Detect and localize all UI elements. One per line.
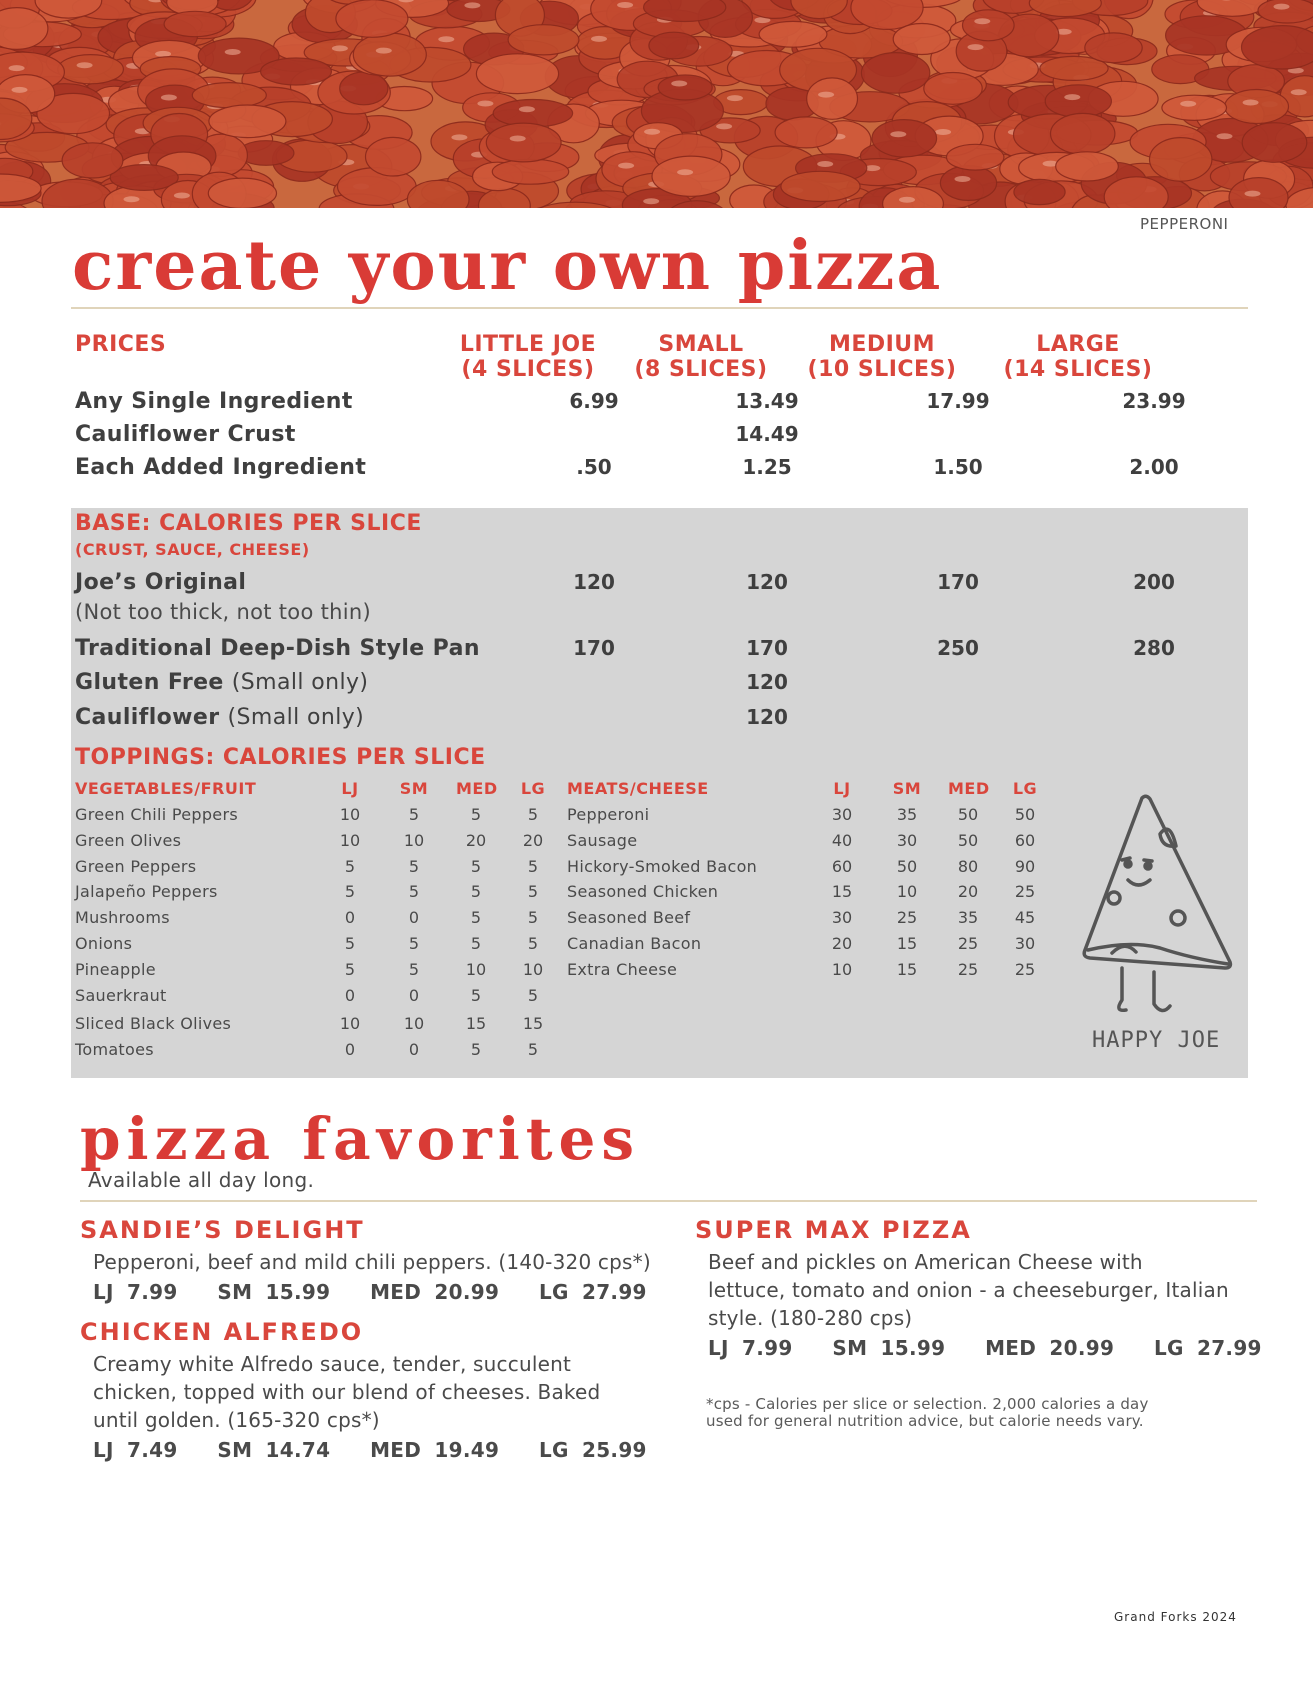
base-crust-description: (Not too thick, not too thin): [75, 600, 371, 624]
price-row-label: Cauliflower Crust: [75, 422, 296, 447]
meat-calories: 50: [957, 831, 979, 850]
favorite-pizza: [695, 1216, 1295, 1360]
base-crust-note: (Small only): [231, 670, 369, 695]
size-name: MEDIUM: [828, 332, 936, 357]
meat-calories: 25: [957, 960, 979, 979]
size-slices: (4 SLICES): [461, 357, 595, 382]
description-line: Pepperoni, beef and mild chili peppers. (140-320 cps*): [93, 1250, 651, 1274]
base-row-label: [75, 570, 246, 595]
meat-calories: 10: [896, 882, 918, 901]
meat-name: Canadian Bacon: [567, 934, 702, 953]
vegetable-calories: 5: [527, 934, 539, 953]
vegetable-calories: 5: [527, 882, 539, 901]
price-value: 6.99: [569, 389, 619, 413]
meat-calories: 45: [1014, 908, 1036, 927]
meat-calories: 80: [957, 857, 979, 876]
vegetable-calories: 5: [527, 908, 539, 927]
meat-calories: 40: [831, 831, 853, 850]
meat-calories: 50: [957, 805, 979, 824]
vegetable-calories: 0: [344, 1040, 356, 1059]
title-divider: [71, 307, 1248, 309]
vegetable-calories: 5: [470, 882, 482, 901]
meat-calories: 30: [1014, 934, 1036, 953]
meat-calories: 35: [957, 908, 979, 927]
base-crust-name: Joe’s Original: [75, 570, 247, 595]
vegetable-calories: 5: [344, 934, 356, 953]
price-value: 23.99: [1122, 389, 1186, 413]
vegetable-name: Green Olives: [75, 831, 182, 850]
meat-calories: 30: [896, 831, 918, 850]
base-calorie-value: 120: [746, 570, 788, 594]
vegetable-calories: 0: [408, 1040, 420, 1059]
vegetable-name: Pineapple: [75, 960, 156, 979]
footer-location-year: Grand Forks 2024: [1114, 1610, 1237, 1624]
vegetable-name: Jalapeño Peppers: [75, 882, 218, 901]
description-line: style. (180-280 cps): [708, 1306, 913, 1330]
favorite-pizza-description: [80, 1248, 680, 1276]
vegetable-calories: 20: [465, 831, 487, 850]
vegetable-calories: 5: [408, 934, 420, 953]
size-slices: (14 SLICES): [1003, 357, 1153, 382]
vegetable-name: Green Chili Peppers: [75, 805, 238, 824]
size-name: SMALL: [658, 332, 744, 357]
vegetable-name: Sauerkraut: [75, 986, 167, 1005]
pepperoni-illustration: [0, 0, 1313, 208]
meat-calories: 25: [957, 934, 979, 953]
description-line: chicken, topped with our blend of cheeses. Baked: [93, 1380, 601, 1404]
base-calorie-value: 170: [746, 636, 788, 660]
pizza-favorites-title: pizza favorites: [80, 1105, 641, 1173]
vegetable-calories: 5: [470, 908, 482, 927]
base-crust-name: Cauliflower: [75, 705, 220, 730]
vegetable-name: Mushrooms: [75, 908, 170, 927]
vegetable-calories: 5: [408, 805, 420, 824]
veg-col-header: LG: [520, 779, 546, 798]
vegetable-name: Tomatoes: [75, 1040, 154, 1059]
vegetable-calories: 10: [403, 1014, 425, 1033]
size-name: LARGE: [1036, 332, 1120, 357]
vegetable-calories: 0: [344, 986, 356, 1005]
vegetable-calories: 5: [470, 857, 482, 876]
toppings-header: TOPPINGS: CALORIES PER SLICE: [75, 745, 486, 770]
vegetable-calories: 5: [470, 986, 482, 1005]
vegetable-name: Green Peppers: [75, 857, 197, 876]
meat-col-header: LJ: [833, 779, 851, 798]
size-header-0: [438, 332, 618, 382]
vegetable-calories: 10: [522, 960, 544, 979]
meat-calories: 30: [831, 908, 853, 927]
meat-col-header: LG: [1012, 779, 1038, 798]
vegetable-calories: 5: [470, 934, 482, 953]
meat-calories: 25: [896, 908, 918, 927]
favorite-pizza-name: SANDIE’S DELIGHT: [80, 1216, 365, 1244]
meat-calories: 30: [831, 805, 853, 824]
vegetable-calories: 15: [522, 1014, 544, 1033]
vegetables-header: VEGETABLES/FRUIT: [75, 779, 257, 798]
favorites-subtitle: Available all day long.: [88, 1168, 315, 1192]
veg-col-header: MED: [456, 779, 498, 798]
meat-calories: 15: [896, 934, 918, 953]
price-value: 1.25: [742, 455, 792, 479]
size-header-2: [792, 332, 972, 382]
base-calorie-value: 280: [1133, 636, 1175, 660]
hero-caption: PEPPERONI: [1140, 215, 1229, 233]
meat-calories: 35: [896, 805, 918, 824]
vegetable-calories: 5: [527, 1040, 539, 1059]
base-header: BASE: CALORIES PER SLICE: [75, 511, 422, 536]
vegetable-calories: 10: [339, 831, 361, 850]
favorite-pizza-prices: LJ 7.49 SM 14.74 MED 19.49 LG 25.99: [93, 1438, 647, 1462]
base-row-label: [75, 636, 480, 661]
meat-calories: 15: [896, 960, 918, 979]
pepperoni-hero-image: [0, 0, 1313, 208]
meat-name: Pepperoni: [567, 805, 650, 824]
vegetable-calories: 5: [527, 986, 539, 1005]
price-row-label: Any Single Ingredient: [75, 389, 353, 414]
meat-calories: 10: [831, 960, 853, 979]
meats-header: MEATS/CHEESE: [567, 779, 709, 798]
meat-calories: 60: [1014, 831, 1036, 850]
prices-header: PRICES: [75, 332, 167, 357]
vegetable-calories: 10: [403, 831, 425, 850]
size-slices: (10 SLICES): [807, 357, 957, 382]
vegetable-calories: 10: [339, 805, 361, 824]
base-row-label: [75, 670, 368, 695]
base-subheader: (CRUST, SAUCE, CHEESE): [75, 540, 310, 559]
price-value: 13.49: [735, 389, 799, 413]
base-calorie-value: 250: [937, 636, 979, 660]
meat-calories: 25: [1014, 960, 1036, 979]
base-calorie-value: 170: [937, 570, 979, 594]
meat-col-header: SM: [892, 779, 922, 798]
meat-calories: 50: [896, 857, 918, 876]
vegetable-calories: 10: [339, 1014, 361, 1033]
price-value: 17.99: [926, 389, 990, 413]
base-calorie-value: 120: [573, 570, 615, 594]
base-row-label: [75, 705, 364, 730]
base-calorie-value: 120: [746, 705, 788, 729]
meat-calories: 20: [831, 934, 853, 953]
favorite-pizza-name: SUPER MAX PIZZA: [695, 1216, 972, 1244]
meat-col-header: MED: [948, 779, 990, 798]
favorite-pizza-description: [80, 1350, 680, 1434]
size-slices: (8 SLICES): [634, 357, 768, 382]
favorite-pizza-description: [695, 1248, 1295, 1332]
meat-calories: 90: [1014, 857, 1036, 876]
vegetable-calories: 5: [470, 805, 482, 824]
base-crust-name: Gluten Free: [75, 670, 224, 695]
vegetable-calories: 0: [408, 986, 420, 1005]
veg-col-header: LJ: [341, 779, 359, 798]
base-calorie-value: 170: [573, 636, 615, 660]
veg-col-header: SM: [399, 779, 429, 798]
vegetable-calories: 5: [408, 857, 420, 876]
vegetable-calories: 5: [408, 882, 420, 901]
favorite-pizza-prices: LJ 7.99 SM 15.99 MED 20.99 LG 27.99: [708, 1336, 1262, 1360]
vegetable-calories: 5: [470, 1040, 482, 1059]
favorite-pizza: [80, 1318, 680, 1462]
description-line: Beef and pickles on American Cheese with: [708, 1250, 1143, 1274]
size-header-1: [611, 332, 791, 382]
base-calorie-value: 200: [1133, 570, 1175, 594]
meat-name: Seasoned Beef: [567, 908, 691, 927]
meat-name: Extra Cheese: [567, 960, 678, 979]
base-crust-note: (Small only): [227, 705, 365, 730]
base-calorie-value: 120: [746, 670, 788, 694]
meat-calories: 60: [831, 857, 853, 876]
vegetable-calories: 5: [527, 857, 539, 876]
cps-footnote: [706, 1396, 1149, 1430]
vegetable-calories: 5: [344, 882, 356, 901]
meat-calories: 20: [957, 882, 979, 901]
price-value: .50: [576, 455, 612, 479]
vegetable-name: Onions: [75, 934, 133, 953]
size-header-3: [988, 332, 1168, 382]
favorite-pizza-name: CHICKEN ALFREDO: [80, 1318, 364, 1346]
vegetable-calories: 5: [344, 960, 356, 979]
vegetable-name: Sliced Black Olives: [75, 1014, 232, 1033]
favorites-divider: [80, 1200, 1257, 1202]
footnote-line: used for general nutrition advice, but calorie needs vary.: [706, 1412, 1144, 1430]
meat-calories: 50: [1014, 805, 1036, 824]
favorite-pizza-prices: LJ 7.99 SM 15.99 MED 20.99 LG 27.99: [93, 1280, 647, 1304]
vegetable-calories: 15: [465, 1014, 487, 1033]
vegetable-calories: 10: [465, 960, 487, 979]
meat-name: Sausage: [567, 831, 638, 850]
vegetable-calories: 5: [344, 857, 356, 876]
base-crust-name: Traditional Deep-Dish Style Pan: [75, 636, 480, 661]
favorite-pizza: [80, 1216, 680, 1304]
footnote-line: *cps - Calories per slice or selection. 2,000 calories a day: [706, 1395, 1149, 1413]
meat-name: Hickory-Smoked Bacon: [567, 857, 758, 876]
vegetable-calories: 20: [522, 831, 544, 850]
price-value: 1.50: [933, 455, 983, 479]
description-line: Creamy white Alfredo sauce, tender, succulent: [93, 1352, 572, 1376]
vegetable-calories: 5: [527, 805, 539, 824]
price-value: 2.00: [1129, 455, 1179, 479]
size-name: LITTLE JOE: [459, 332, 597, 357]
meat-calories: 25: [1014, 882, 1036, 901]
meat-calories: 15: [831, 882, 853, 901]
meat-name: Seasoned Chicken: [567, 882, 719, 901]
vegetable-calories: 0: [408, 908, 420, 927]
happy-joe-mascot-icon: [1070, 790, 1240, 1060]
description-line: until golden. (165-320 cps*): [93, 1408, 380, 1432]
price-row-label: Each Added Ingredient: [75, 455, 367, 480]
mascot-label: HAPPY JOE: [1092, 1028, 1221, 1053]
description-line: lettuce, tomato and onion - a cheeseburger, Italian: [708, 1278, 1229, 1302]
vegetable-calories: 5: [408, 960, 420, 979]
price-value: 14.49: [735, 422, 799, 446]
create-your-own-title: create your own pizza: [72, 226, 943, 306]
vegetable-calories: 0: [344, 908, 356, 927]
